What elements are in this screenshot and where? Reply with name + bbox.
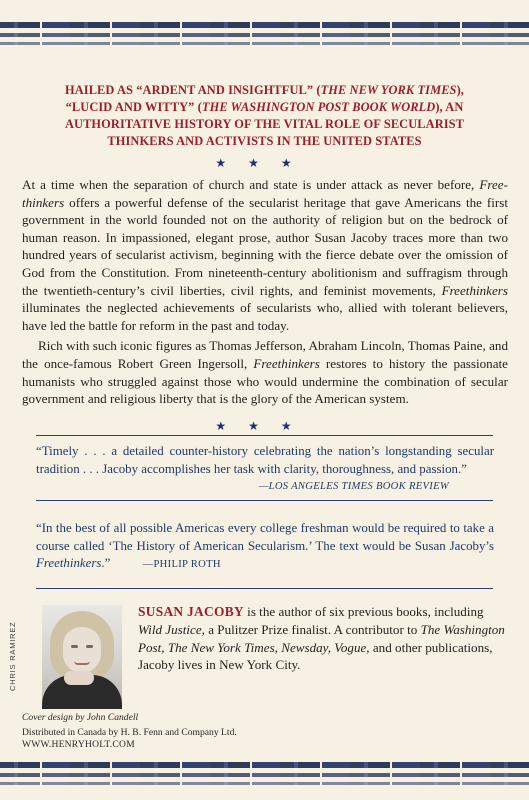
description-paragraph-2: Rich with such iconic figures as Thomas Jefferson, Abraham Lincoln, Thomas Paine, and the once-famous Robert Green Ingersoll, Freethinkers restores to history the passionate humanists who struggled against those who would undermine the combination of secular government and religious liberty that is the glory of the American system. (22, 338, 508, 407)
author-photo (42, 605, 122, 709)
cover-design-credit: Cover design by John Candell (22, 712, 139, 723)
photo-credit: CHRIS RAMIREZ (8, 621, 17, 691)
top-flag-stripe (0, 22, 529, 52)
bottom-flag-stripe (0, 762, 529, 792)
description (22, 176, 508, 408)
review-quote-1: “Timely . . . a detailed counter-history celebrating the nation’s longstanding secular tradition . . . Jacoby accomplishes her task with clarity, thoroughness, and passion.” —LOS ANGELES TIMES BOOK REVIEW (36, 443, 494, 496)
headline: HAILED AS “ARDENT AND INSIGHTFUL” (THE NEW YORK TIMES), “LUCID AND WITTY” (THE WASHINGTON POST BOOK WORLD), AN AUTHORITATIVE HISTORY OF THE VITAL ROLE OF SECULARIST THINKERS AND ACTIVISTS IN THE UNITED STATES (64, 83, 465, 148)
star-divider-icon: ★★★ (215, 156, 314, 170)
description-paragraph-1: At a time when the separation of church and state is under attack as never before, Freethinkers offers a powerful defense of the secularist heritage that gave Americans the first government in the world founded not on the authority of religion but on the bedrock of human reason. In impassioned, elegant prose, author Susan Jacoby traces more than two hundred years of secularist activism, beginning with the fierce debate over the omission of God from the Constitution. From nineteenth-century abolitionism and suffragism through the twentieth-century’s civil liberties, civil rights, and feminist movements, Freethinkers illuminates the neglected achievements of secularists who, allied with tolerant believers, have led the battle for reform in the past and today. (22, 177, 508, 333)
star-divider-icon: ★★★ (215, 419, 314, 433)
review-source-2: —PHILIP ROTH (142, 559, 221, 571)
divider (36, 588, 493, 589)
author-name: SUSAN JACOBY (138, 604, 244, 619)
divider (36, 500, 493, 501)
review-quote-2: “In the best of all possible Americas every college freshman would be required to take a course called ‘The History of American Secularism.’ The text would be Susan Jacoby’s Freethinkers.” —PHILIP ROTH (36, 521, 494, 571)
author-bio: SUSAN JACOBY is the author of six previous books, including Wild Justice, a Pulitzer Prize finalist. A contributor to The Washington Post, The New York Times, Newsday, Vogue, and other publications, Jacoby lives in New York City. (138, 604, 505, 673)
distribution-note: Distributed in Canada by H. B. Fenn and Company Ltd. (22, 727, 237, 738)
review-source-1: —LOS ANGELES TIMES BOOK REVIEW (258, 481, 449, 493)
publisher-website: WWW.HENRYHOLT.COM (22, 739, 135, 750)
divider (36, 435, 493, 436)
